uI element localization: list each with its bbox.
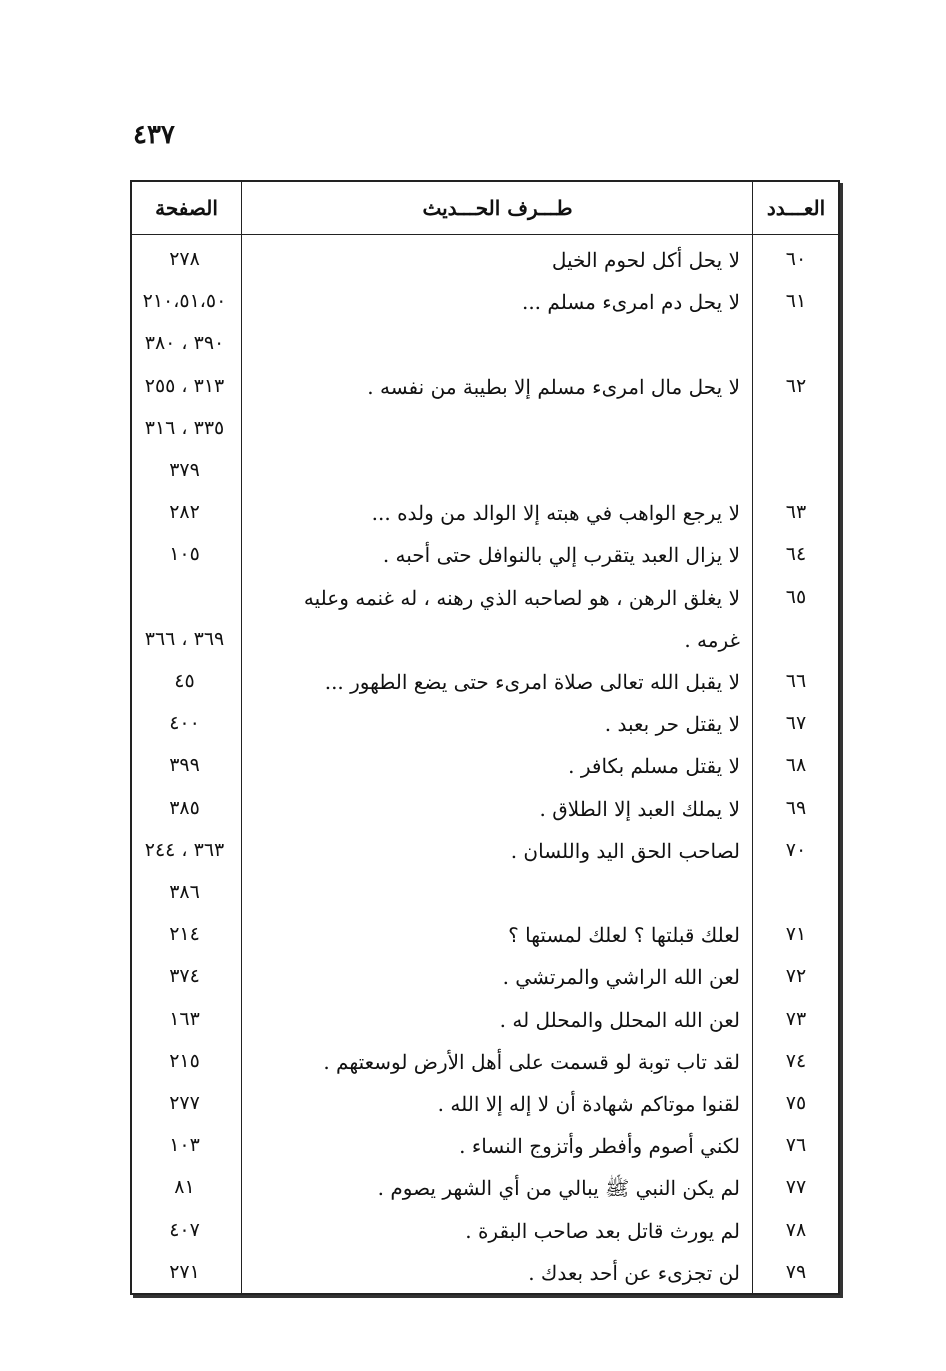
hadith-text: لا يقتل حر بعبد . [604, 712, 740, 737]
hadith-text: لقنوا موتاكم شهادة أن لا إله إلا الله . [437, 1092, 740, 1116]
table-row [132, 334, 838, 376]
page-reference: ٢١٥ [169, 1049, 200, 1072]
header-hadith: طـــرف الحـــديث [422, 196, 573, 220]
hadith-text: لا يقبل الله تعالى صلاة امرىء حتى يضع الطهور ... [324, 670, 740, 694]
table-row [132, 796, 838, 841]
page-reference: ٤٠٧ [169, 1218, 200, 1241]
page-reference: ٣٦٩ ، ٣٦٦ [144, 627, 225, 650]
hadith-index-table [130, 180, 840, 1295]
row-number: ٦٦ [785, 670, 807, 692]
page-reference: ٣١٣ ، ٢٥٥ [144, 374, 225, 397]
page-reference: ٣٦٣ ، ٢٤٤ [144, 838, 225, 861]
table-row [132, 503, 838, 545]
page-reference: ٣٧٩ [169, 459, 200, 481]
page-reference: ٤٥ [174, 670, 195, 692]
page-reference: ٤٠٠ [169, 712, 200, 735]
table-row [132, 374, 838, 419]
table-row [132, 883, 838, 925]
row-number: ٧٤ [785, 1049, 807, 1072]
hadith-text: لا يرجع الواهب في هبته إلا الوالد من ولده ... [371, 501, 740, 526]
row-number: ٦٢ [785, 374, 807, 397]
header-page: الصفحة [155, 196, 218, 220]
page-reference: ٣٧٤ [169, 965, 200, 988]
hadith-text: لصاحب الحق اليد واللسان . [510, 838, 740, 863]
row-number: ٧٦ [785, 1134, 807, 1157]
page-reference: ٨١ [174, 1176, 195, 1199]
row-number: ٧٩ [785, 1260, 807, 1283]
row-number: ٧٧ [785, 1176, 807, 1199]
hadith-text: لعن الله المحلل والمحلل له . [499, 1007, 740, 1032]
hadith-text: لن تجزىء عن أحد بعدك . [528, 1260, 740, 1285]
header-number: العـــدد [766, 196, 826, 220]
table-row [132, 967, 838, 1009]
page-reference: ٢٧٨ [169, 248, 200, 270]
row-number: ٧٥ [785, 1092, 807, 1114]
hadith-text: لا يغلق الرهن ، هو لصاحبه الذي رهنه ، له غنمه وعليه [303, 585, 740, 610]
table-row [132, 1178, 838, 1220]
table-row [132, 756, 838, 798]
hadith-text: لا يحل مال امرىء مسلم إلا بطيبة من نفسه . [367, 374, 740, 399]
page-reference: ٣٣٥ ، ٣١٦ [144, 416, 225, 439]
hadith-text: لقد تاب توبة لو قسمت على أهل الأرض لوسعتهم . [323, 1049, 740, 1074]
table-row [132, 925, 838, 967]
table-row [132, 1136, 838, 1178]
row-number: ٦٧ [785, 712, 807, 735]
hadith-text: لعلك قبلتها ؟ لعلك لمستها ؟ [508, 923, 740, 948]
table-row [132, 1007, 838, 1052]
page-reference: ٣٩٠ ، ٣٨٠ [144, 332, 225, 355]
page-reference: ٣٨٥ [169, 796, 200, 819]
row-number: ٧١ [785, 923, 807, 946]
row-number: ٦٨ [785, 754, 807, 777]
hadith-text: لا يزال العبد يتقرب إلي بالنوافل حتى أحبه . [382, 543, 740, 568]
page-reference: ٢٧٧ [169, 1092, 200, 1114]
table-row [132, 714, 838, 756]
hadith-text: لكني أصوم وأفطر وأتزوج النساء . [459, 1134, 740, 1159]
row-number: ٦١ [785, 290, 807, 313]
row-number: ٦٩ [785, 796, 807, 819]
page-reference: ١٦٣ [169, 1007, 200, 1030]
page-reference: ٣٩٩ [169, 754, 200, 777]
row-number: ٦٤ [785, 543, 807, 566]
hadith-text: لا يحل دم امرىء مسلم ... [521, 290, 740, 315]
row-number: ٧٣ [785, 1007, 807, 1030]
header-divider [132, 234, 838, 235]
page-reference: ٢١٠،٥١،٥٠ [142, 290, 227, 313]
table-row [132, 672, 838, 714]
table-row [132, 1260, 838, 1305]
table-row [132, 838, 838, 883]
row-number: ٧٢ [785, 965, 807, 988]
page-reference: ٢١٤ [169, 923, 200, 946]
table-row [132, 585, 838, 630]
table-row [132, 627, 838, 672]
table-row [132, 250, 838, 292]
table-row [132, 1094, 838, 1136]
table-row [132, 1218, 838, 1263]
row-number: ٦٣ [785, 501, 807, 524]
page-reference: ٢٧١ [169, 1260, 200, 1283]
row-number: ٧٠ [785, 838, 807, 861]
table-row [132, 416, 838, 461]
hadith-text: لعن الله الراشي والمرتشي . [502, 965, 740, 990]
row-number: ٦٥ [785, 585, 807, 608]
table-row [132, 292, 838, 334]
page-reference: ١٠٥ [169, 543, 200, 566]
page-reference: ٢٨٢ [169, 501, 200, 524]
hadith-text: لا يحل أكل لحوم الخيل [551, 248, 740, 272]
hadith-text: لم يكن النبي ﷺ يبالي من أي الشهر يصوم . [377, 1176, 740, 1201]
hadith-text: لا يقتل مسلم بكافر . [568, 754, 740, 779]
page-reference: ٣٨٦ [169, 881, 200, 903]
hadith-text: لا يملك العبد إلا الطلاق . [539, 796, 740, 821]
row-number: ٧٨ [785, 1218, 807, 1241]
row-number: ٦٠ [785, 248, 807, 270]
page-number: ٤٣٧ [133, 120, 175, 150]
table-row [132, 1049, 838, 1094]
hadith-text: لم يورث قاتل بعد صاحب البقرة . [465, 1218, 740, 1243]
page-reference: ١٠٣ [169, 1134, 200, 1157]
table-row [132, 545, 838, 587]
table-row [132, 461, 838, 503]
hadith-text: غرمه . [684, 627, 740, 652]
